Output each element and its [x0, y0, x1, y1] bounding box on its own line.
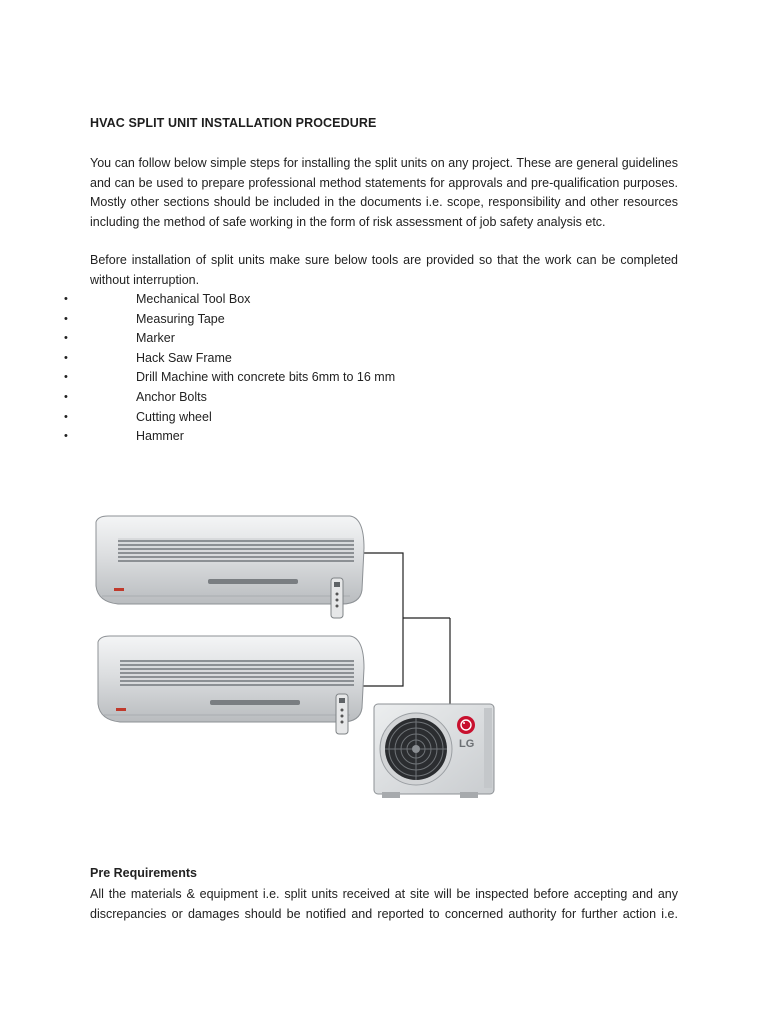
tool-label: Hack Saw Frame [136, 350, 232, 365]
lg-logo-icon [457, 716, 475, 734]
tools-intro-paragraph: Before installation of split units make sure below tools are provided so that the work can be completed without interruption. [90, 253, 678, 287]
bullet-icon: • [64, 410, 68, 423]
section-paragraph: All the materials & equipment i.e. split units received at site will be inspected before accepting and any discrepancies or damages should be notified and reported to concerned authority for further action i.e. [90, 887, 678, 921]
bullet-icon: • [64, 332, 68, 345]
bullet-icon: • [64, 351, 68, 364]
intro-paragraph: You can follow below simple steps for installing the split units on any project. These are general guidelines and can be used to prepare professional method statements for approvals and pre-qualification purposes. Mostly other sections should be included in the documents i.e. scope, responsibility and other resources including the method of safe working in the form of risk assessment of job safety analysis etc. [90, 156, 678, 229]
remote-control-icon [331, 578, 343, 618]
bullet-icon: • [64, 293, 68, 305]
bullet-icon: • [64, 430, 68, 443]
tool-label: Measuring Tape [136, 311, 225, 326]
outdoor-brand-label: LG [459, 738, 475, 750]
bullet-icon: • [64, 312, 68, 325]
outdoor-unit [374, 704, 494, 798]
tool-label: Cutting wheel [136, 409, 212, 424]
refrigerant-pipe [360, 553, 403, 686]
indoor-unit [96, 516, 364, 604]
bullet-icon: • [64, 371, 68, 384]
tool-label: Hammer [136, 429, 184, 444]
tool-label: Marker [136, 331, 175, 346]
section-heading: Pre Requirements [90, 866, 197, 880]
tool-label: Mechanical Tool Box [136, 292, 251, 306]
remote-control-icon [336, 694, 348, 734]
tool-label: Anchor Bolts [136, 389, 207, 404]
bullet-icon: • [64, 390, 68, 403]
tool-label: Drill Machine with concrete bits 6mm to 16 mm [136, 370, 396, 385]
indoor-unit [98, 636, 364, 722]
split-unit-illustration [88, 508, 508, 808]
document-title: HVAC SPLIT UNIT INSTALLATION PROCEDURE [90, 116, 377, 130]
